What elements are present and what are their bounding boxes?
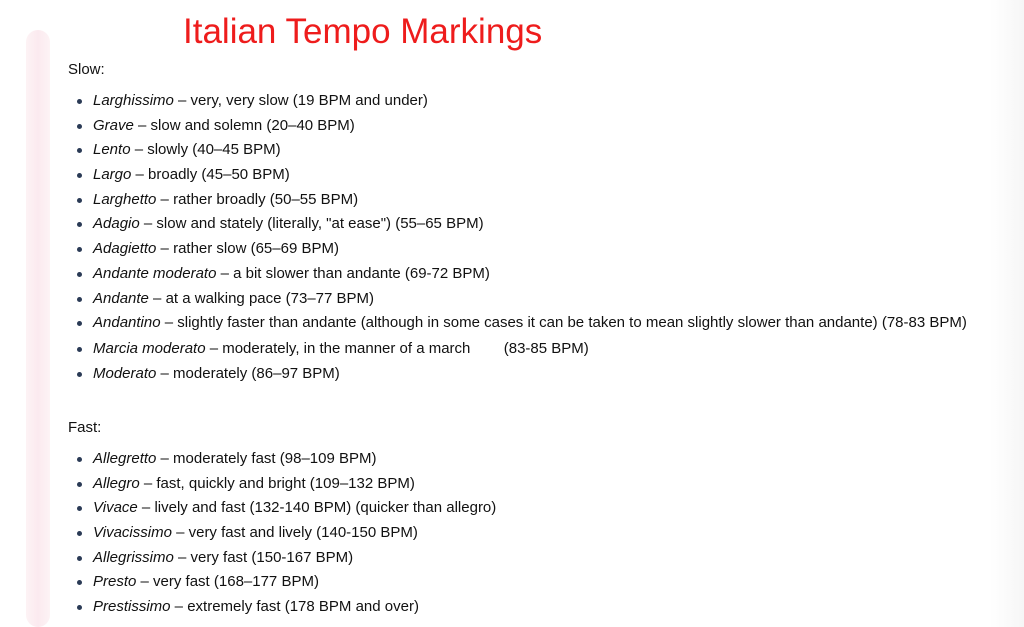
list-item — [68, 447, 968, 470]
tempo-term: Allegrissimo — [93, 548, 174, 566]
tempo-description: – broadly (45–50 BPM) — [131, 166, 290, 184]
slow-tempo-list — [68, 89, 968, 387]
bullet-icon — [77, 531, 82, 536]
list-item — [68, 237, 968, 260]
tempo-term: Allegro — [93, 474, 140, 492]
tempo-term: Presto — [93, 573, 137, 591]
tempo-term: Largo — [93, 166, 132, 184]
bullet-icon — [77, 173, 82, 178]
tempo-description: – very, very slow (19 BPM and under) — [173, 92, 428, 109]
tempo-description: – extremely fast (178 BPM and over) — [170, 598, 419, 616]
tempo-description: – moderately, in the manner of a march (83-85 BPM) — [205, 340, 589, 358]
left-edge-decoration — [26, 30, 50, 627]
tempo-description: – rather broadly (50–55 BPM) — [156, 190, 359, 208]
tempo-term: Moderato — [93, 364, 157, 382]
bullet-icon — [77, 321, 82, 326]
tempo-term: Adagio — [93, 215, 140, 233]
tempo-description: – slightly faster than andante (although in some cases it can be taken to mean slightly slower than andante) (78-83 BPM) — [160, 314, 967, 332]
tempo-description: – very fast (168–177 BPM) — [136, 573, 319, 591]
tempo-term: Larghetto — [93, 190, 157, 208]
tempo-term: Lento — [93, 141, 131, 159]
tempo-term: Larghissimo — [93, 92, 174, 109]
tempo-term: Vivace — [93, 499, 138, 517]
tempo-description: – slowly (40–45 BPM) — [130, 141, 281, 159]
bullet-icon — [77, 372, 82, 377]
tempo-description: – rather slow (65–69 BPM) — [156, 240, 339, 258]
tempo-description: – fast, quickly and bright (109–132 BPM) — [139, 474, 415, 492]
tempo-description: – slow and stately (literally, "at ease") (55–65 BPM) — [139, 215, 484, 233]
bullet-icon — [77, 99, 82, 104]
list-item — [68, 89, 968, 112]
bullet-icon — [77, 506, 82, 511]
list-item — [68, 337, 968, 360]
list-item — [68, 546, 968, 569]
list-item — [68, 570, 968, 593]
tempo-term: Marcia moderato — [93, 340, 206, 358]
list-item — [68, 188, 968, 211]
fast-heading: Fast: — [68, 419, 102, 436]
bullet-icon — [77, 222, 82, 227]
bullet-icon — [77, 457, 82, 462]
bullet-icon — [77, 272, 82, 277]
tempo-term: Prestissimo — [93, 598, 171, 616]
tempo-term: Adagietto — [93, 240, 157, 258]
list-item — [68, 163, 968, 186]
tempo-description: – at a walking pace (73–77 BPM) — [148, 289, 375, 307]
bullet-icon — [77, 198, 82, 203]
list-item — [68, 595, 968, 618]
bullet-icon — [77, 148, 82, 153]
tempo-term: Allegretto — [93, 450, 157, 467]
bullet-icon — [77, 556, 82, 561]
list-item — [68, 287, 968, 310]
tempo-term: Andantino — [93, 314, 161, 332]
list-item — [68, 262, 968, 285]
right-edge-shade — [990, 0, 1024, 627]
list-item — [68, 311, 968, 334]
bullet-icon — [77, 605, 82, 610]
bullet-icon — [77, 482, 82, 487]
tempo-description: – very fast and lively (140-150 BPM) — [171, 524, 418, 542]
page-title: Italian Tempo Markings — [183, 12, 543, 51]
slow-heading: Slow: — [68, 61, 105, 78]
tempo-description: – slow and solemn (20–40 BPM) — [133, 116, 355, 134]
tempo-term: Vivacissimo — [93, 524, 172, 542]
tempo-term: Grave — [93, 116, 134, 134]
tempo-description: – moderately (86–97 BPM) — [156, 364, 340, 382]
tempo-term: Andante — [93, 289, 149, 307]
tempo-description: – lively and fast (132-140 BPM) (quicker than allegro) — [137, 499, 497, 517]
fast-tempo-list — [68, 447, 968, 620]
list-item — [68, 362, 968, 385]
tempo-description: – moderately fast (98–109 BPM) — [156, 450, 377, 467]
bullet-icon — [77, 347, 82, 352]
bullet-icon — [77, 580, 82, 585]
list-item — [68, 472, 968, 495]
list-item — [68, 114, 968, 137]
list-item — [68, 521, 968, 544]
bullet-icon — [77, 247, 82, 252]
tempo-description: – very fast (150-167 BPM) — [173, 548, 354, 566]
list-item — [68, 212, 968, 235]
tempo-description: – a bit slower than andante (69-72 BPM) — [216, 264, 490, 282]
bullet-icon — [77, 124, 82, 129]
list-item — [68, 138, 968, 161]
bullet-icon — [77, 297, 82, 302]
list-item — [68, 496, 968, 519]
tempo-term: Andante moderato — [93, 264, 217, 282]
